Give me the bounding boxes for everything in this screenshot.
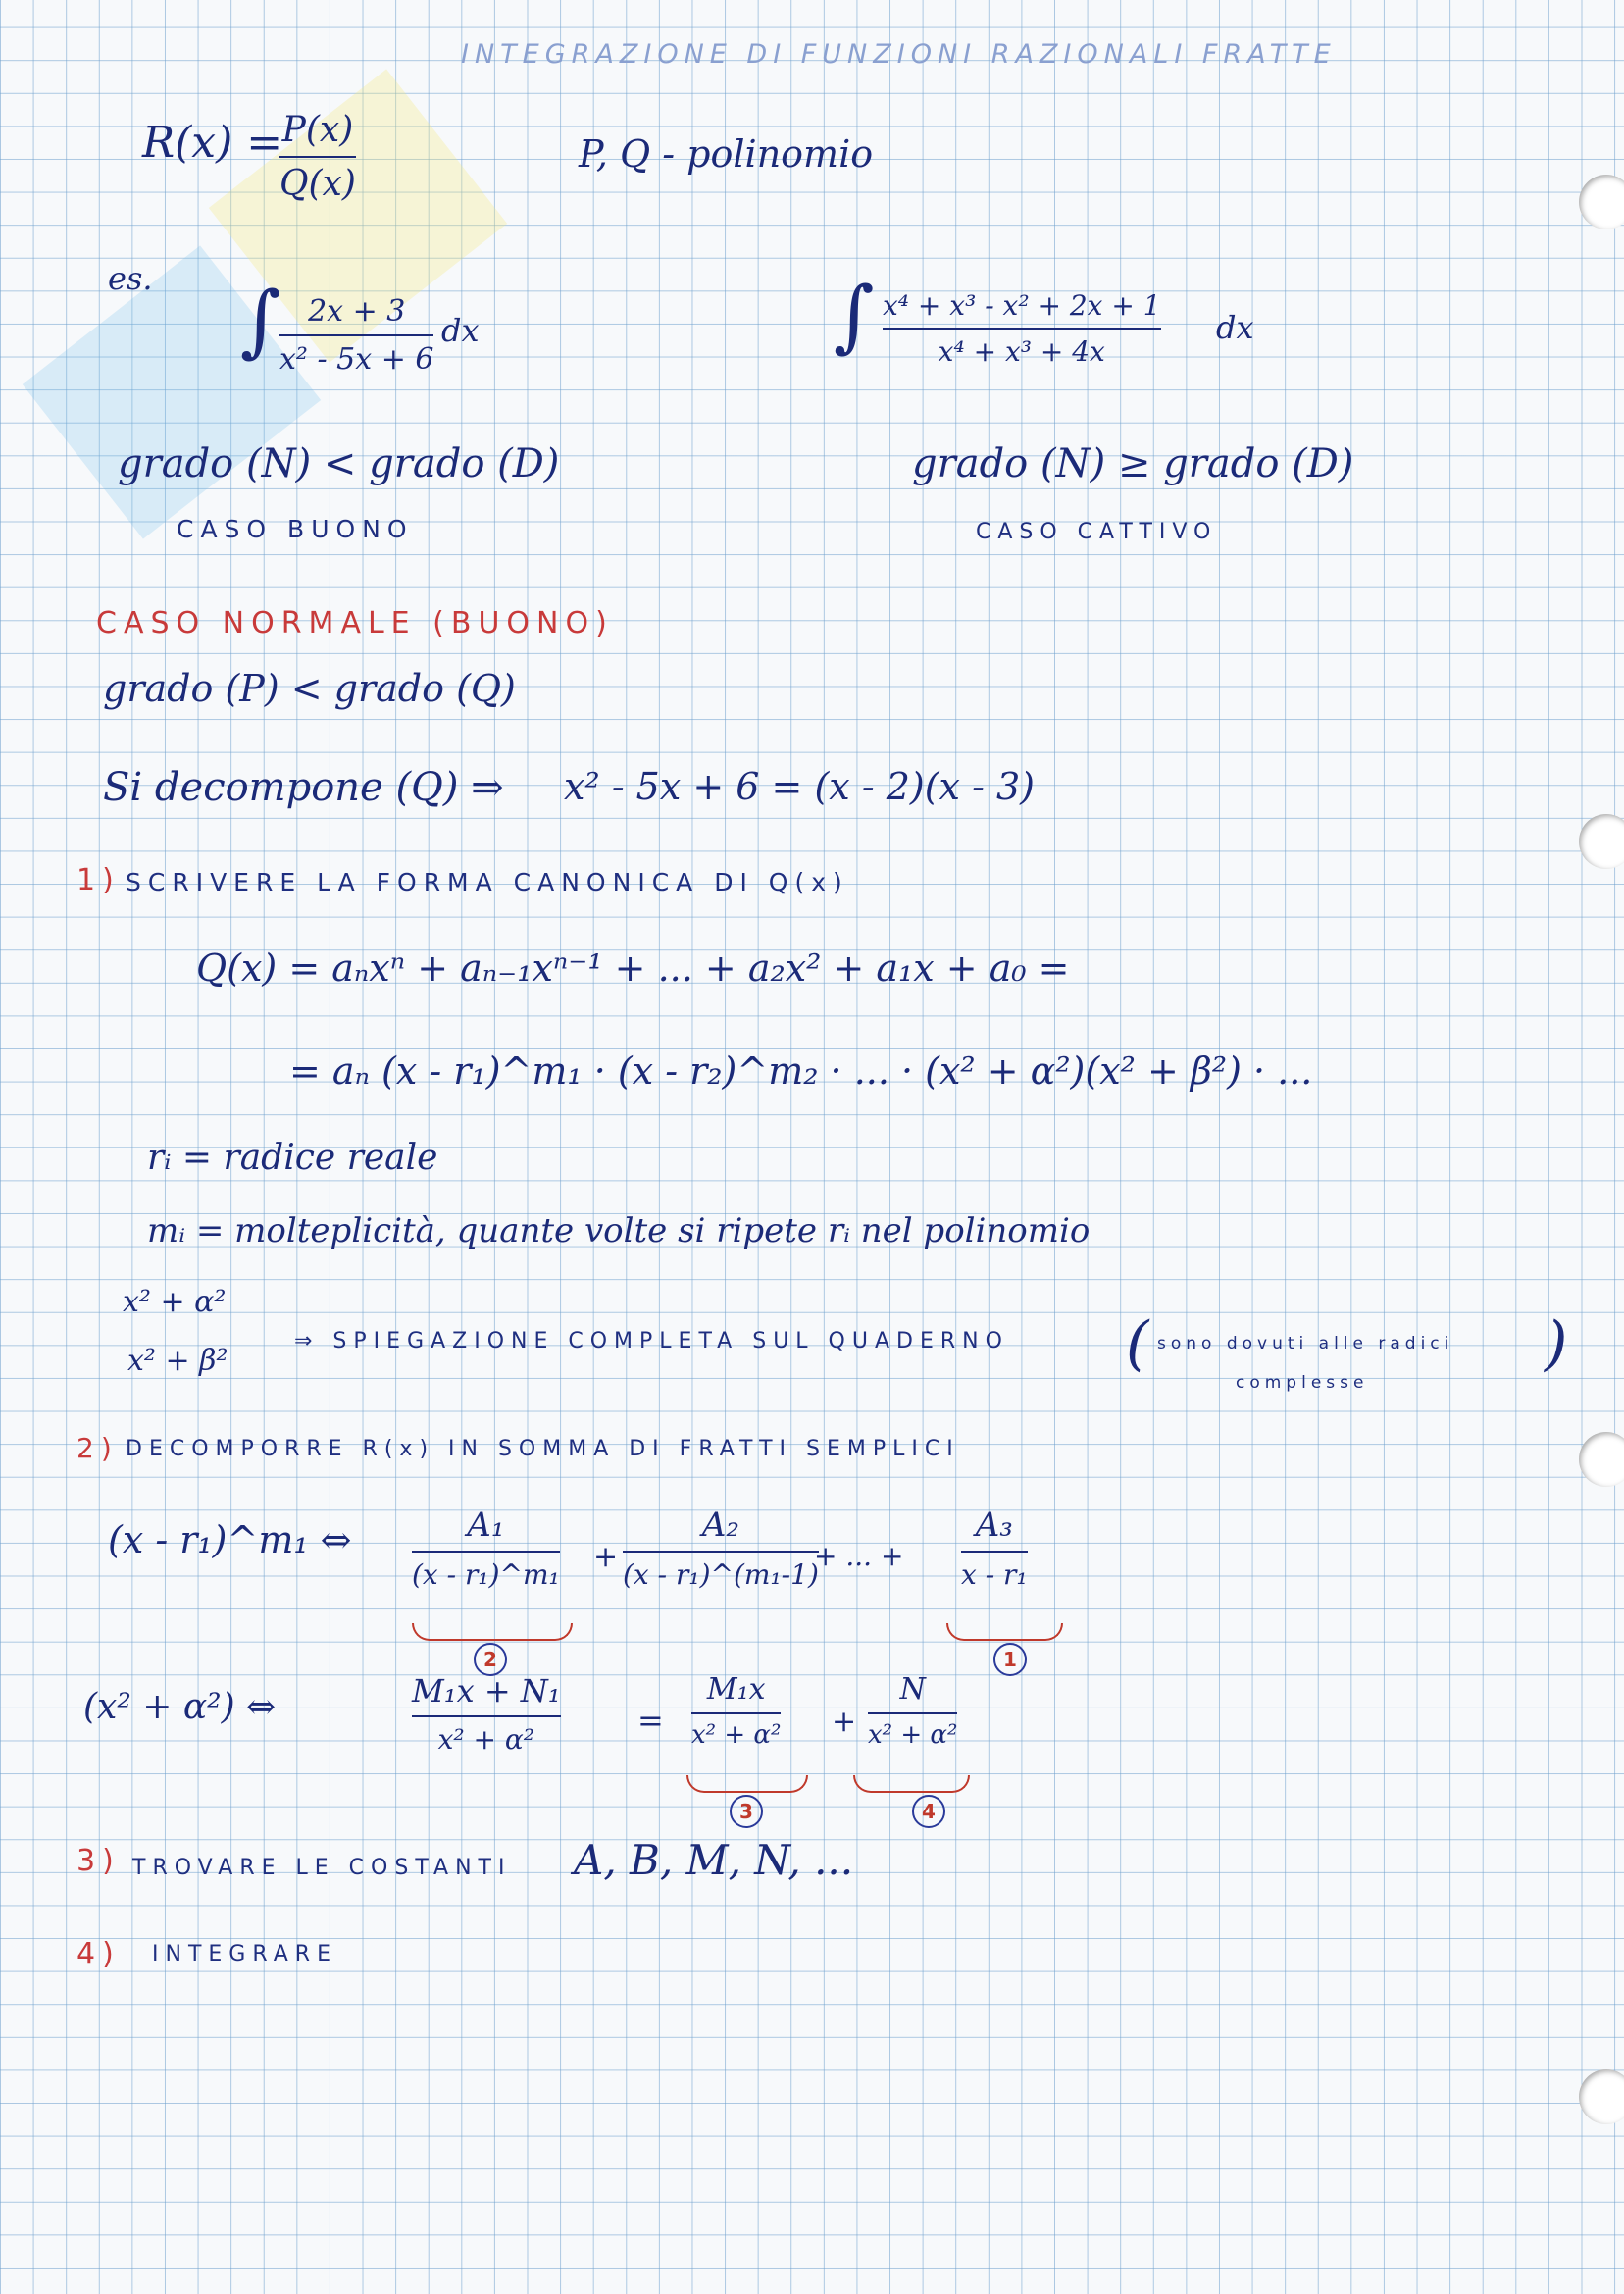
step1-text: SCRIVERE LA FORMA CANONICA DI Q(x) — [126, 868, 849, 896]
fraction-bar — [691, 1712, 781, 1714]
label-good: CASO BUONO — [177, 515, 414, 543]
red-brace-1 — [412, 1623, 573, 1641]
example2-dx: dx — [1216, 309, 1254, 346]
fraction-bar — [279, 334, 433, 336]
definition-r: rᵢ = radice reale — [147, 1138, 438, 1178]
partial-fraction-1-den: (x - r₁)^m₁ — [412, 1558, 560, 1591]
plus-sign-2: + — [832, 1705, 857, 1739]
example1-fraction — [279, 294, 433, 377]
partial-fraction-1-num: A₁ — [467, 1505, 505, 1545]
fraction-bar — [279, 156, 356, 158]
ellipsis-sum: + ... + — [814, 1540, 904, 1572]
quadratic-fraction-3-num: N — [899, 1672, 926, 1707]
example1-dx: dx — [441, 312, 480, 349]
partial-fraction-1 — [412, 1505, 560, 1591]
equals-sign: = — [637, 1702, 664, 1739]
paren-close: ) — [1545, 1309, 1568, 1378]
paren-note-line1: sono dovuti alle radici — [1157, 1334, 1454, 1353]
es-label: es. — [108, 260, 153, 297]
example1-den: x² - 5x + 6 — [279, 342, 434, 377]
binder-hole-3 — [1579, 1432, 1624, 1487]
explanation-note: ⇒ SPIEGAZIONE COMPLETA SUL QUADERNO — [294, 1329, 1009, 1353]
definition-m: mᵢ = molteplicità, quante volte si ripete rᵢ nel polinomio — [147, 1211, 1091, 1250]
quadratic-fraction-1-num: M₁x + N₁ — [412, 1672, 561, 1709]
example1-num: 2x + 3 — [308, 294, 406, 329]
step4-text: INTEGRARE — [152, 1942, 337, 1966]
page-title: INTEGRAZIONE DI FUNZIONI RAZIONALI FRATTE — [461, 39, 1337, 70]
step3-number: 3) — [76, 1844, 121, 1878]
mark-circle-4: 4 — [912, 1795, 945, 1828]
definition-lhs: R(x) = — [142, 118, 283, 168]
binder-hole-2 — [1579, 814, 1624, 869]
fraction-bar — [961, 1551, 1028, 1553]
red-brace-4 — [853, 1775, 970, 1793]
canonical-form-eq2: = aₙ (x - r₁)^m₁ · (x - r₂)^m₂ · ... · (x² + α²)(x² + β²) · ... — [289, 1049, 1313, 1093]
quadratic-fraction-2-num: M₁x — [706, 1672, 766, 1707]
step1-number: 1) — [76, 863, 121, 897]
integral-sign-1: ∫ — [240, 275, 281, 366]
definition-den: Q(x) — [279, 164, 356, 204]
step4-number: 4) — [76, 1937, 121, 1971]
quadratic-fraction-3 — [868, 1672, 957, 1750]
step2-text: DECOMPORRE R(x) IN SOMMA DI FRATTI SEMPLICI — [126, 1437, 960, 1461]
partial-fraction-2-num: A₂ — [701, 1505, 740, 1545]
quadratic-fraction-2 — [691, 1672, 781, 1750]
plus-sign: + — [593, 1540, 619, 1574]
label-bad: CASO CATTIVO — [976, 520, 1218, 544]
normal-case-heading: CASO NORMALE (BUONO) — [96, 606, 614, 640]
canonical-form-eq1: Q(x) = aₙxⁿ + aₙ₋₁xⁿ⁻¹ + ... + a₂x² + a₁x + a₀ = — [196, 946, 1070, 990]
partial-fraction-3-den: x - r₁ — [961, 1558, 1028, 1591]
decompose-text: Si decompone (Q) ⇒ — [103, 765, 504, 810]
mark-circle-3: 3 — [730, 1795, 763, 1828]
fraction-bar — [883, 328, 1161, 330]
binder-hole-4 — [1579, 2069, 1624, 2124]
partial-fraction-2 — [623, 1505, 819, 1591]
condition-good: grado (N) < grado (D) — [118, 441, 560, 486]
red-brace-3 — [686, 1775, 808, 1793]
normal-case-condition: grado (P) < grado (Q) — [103, 667, 516, 710]
quadratic-fraction-3-den: x² + α² — [868, 1720, 958, 1750]
constants-list: A, B, M, N, ... — [574, 1836, 854, 1884]
fraction-bar — [412, 1715, 561, 1717]
definition-note: P, Q - polinomio — [579, 132, 874, 176]
quadratic-fraction-1-den: x² + α² — [437, 1723, 535, 1756]
quadratic-fraction-1 — [412, 1672, 561, 1756]
example2-den: x⁴ + x³ + 4x — [938, 335, 1105, 368]
definition-num: P(x) — [281, 110, 354, 150]
partial-fraction-2-den: (x - r₁)^(m₁-1) — [623, 1558, 819, 1591]
example2-num: x⁴ + x³ - x² + 2x + 1 — [883, 289, 1161, 322]
linear-factor-lhs: (x - r₁)^m₁ ⇔ — [108, 1518, 352, 1561]
quadratic-fraction-2-den: x² + α² — [691, 1720, 782, 1750]
mark-circle-2: 2 — [474, 1643, 507, 1676]
red-brace-2 — [946, 1623, 1063, 1641]
partial-fraction-3-num: A₃ — [975, 1505, 1013, 1545]
fraction-bar — [412, 1551, 560, 1553]
partial-fraction-3 — [961, 1505, 1028, 1591]
mark-circle-1: 1 — [993, 1643, 1027, 1676]
condition-bad: grado (N) ≥ grado (D) — [912, 441, 1354, 486]
example2-fraction — [883, 289, 1161, 368]
decompose-equation: x² - 5x + 6 = (x - 2)(x - 3) — [564, 765, 1035, 808]
binder-hole-1 — [1579, 175, 1624, 229]
step2-number: 2) — [76, 1432, 119, 1464]
fraction-bar — [623, 1551, 819, 1553]
step3-text: TROVARE LE COSTANTI — [132, 1856, 512, 1880]
quadratic-alpha: x² + α² — [123, 1285, 227, 1319]
quadratic-beta: x² + β² — [127, 1344, 228, 1378]
quadratic-factor-lhs: (x² + α²) ⇔ — [83, 1687, 277, 1727]
paren-note-line2: complesse — [1236, 1373, 1369, 1393]
definition-fraction — [279, 110, 356, 204]
fraction-bar — [868, 1712, 957, 1714]
integral-sign-2: ∫ — [834, 270, 875, 361]
paren-open: ( — [1126, 1309, 1149, 1378]
